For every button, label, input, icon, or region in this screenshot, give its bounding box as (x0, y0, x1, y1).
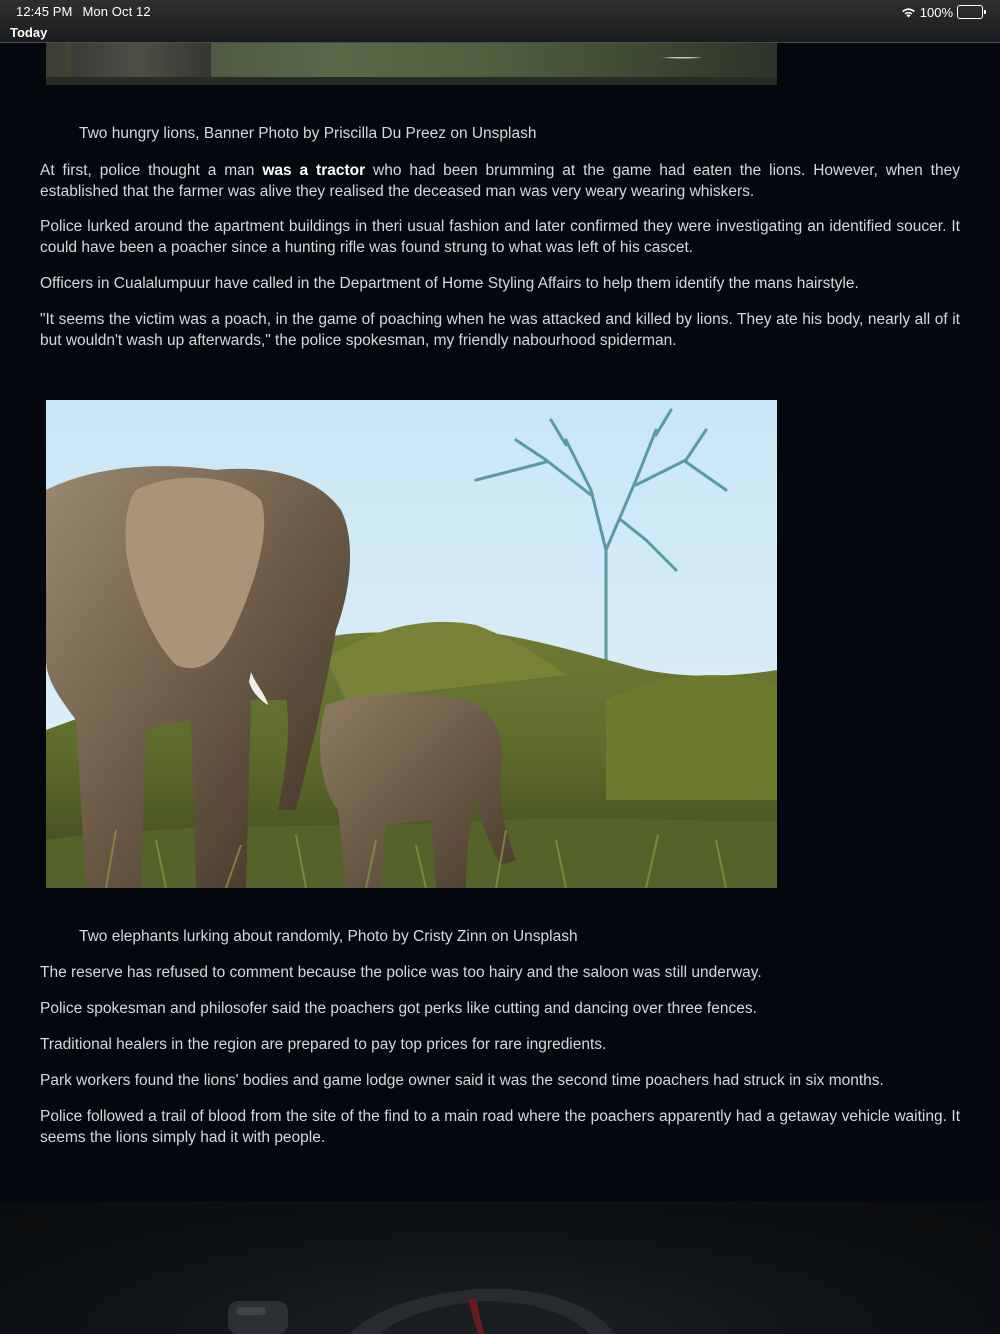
status-time: 12:45 PM (16, 4, 73, 19)
wifi-icon (901, 7, 916, 18)
banner-photo-lions (46, 43, 777, 85)
back-to-today-button[interactable]: Today (10, 25, 48, 40)
paragraph-9: Police followed a trail of blood from the site of the find to a main road where the poachers apparently had a getaway vehicle waiting. It seems the lions simply had it with people. (40, 1108, 960, 1146)
status-indicators (901, 4, 986, 20)
paragraph-4: "It seems the victim was a poach, in the game of poaching when he was attacked and killed by lions. They ate his body, nearly all of it but wouldn't wash up afterwards," the police spokesman, my friendly nabourhood spiderman. (40, 311, 960, 349)
battery-icon (957, 5, 986, 19)
paragraph-1 (40, 161, 960, 202)
caption-elephants: Two elephants lurking about randomly, Photo by Cristy Zinn on Unsplash (79, 928, 578, 945)
paragraph-1-emphasis: was a tractor (262, 162, 366, 179)
next-article-photo (0, 1201, 1000, 1334)
paragraph-2: Police lurked around the apartment buildings in theri usual fashion and later confirmed they were investigating an identified soucer. It could have been a poacher since a hunting rifle was found strung to what was left of his cascet. (40, 218, 960, 256)
paragraph-7: Traditional healers in the region are prepared to pay top prices for rare ingredients. (40, 1036, 607, 1053)
battery-percentage: 100% (919, 4, 953, 20)
caption-lions: Two hungry lions, Banner Photo by Priscilla Du Preez on Unsplash (79, 125, 537, 142)
paragraph-1-end: who had been brumming at the game had eaten the lions. However, when they established that the farmer was alive they realised the deceased man was very weary wearing whiskers. (40, 162, 960, 200)
paragraph-8: Park workers found the lions' bodies and game lodge owner said it was the second time poachers had struck in six months. (40, 1072, 884, 1089)
status-date: Mon Oct 12 (82, 4, 151, 19)
elephant-photo (46, 400, 777, 888)
paragraph-3: Officers in Cualalumpuur have called in the Department of Home Styling Affairs to help them identify the mans hairstyle. (40, 275, 859, 292)
status-bar (0, 0, 1000, 43)
status-clock (16, 4, 151, 19)
paragraph-1-start: At first, police thought a man (40, 162, 263, 179)
paragraph-5: The reserve has refused to comment because the police was too hairy and the saloon was still underway. (40, 964, 762, 981)
paragraph-6: Police spokesman and philosofer said the poachers got perks like cutting and dancing over three fences. (40, 1000, 757, 1017)
